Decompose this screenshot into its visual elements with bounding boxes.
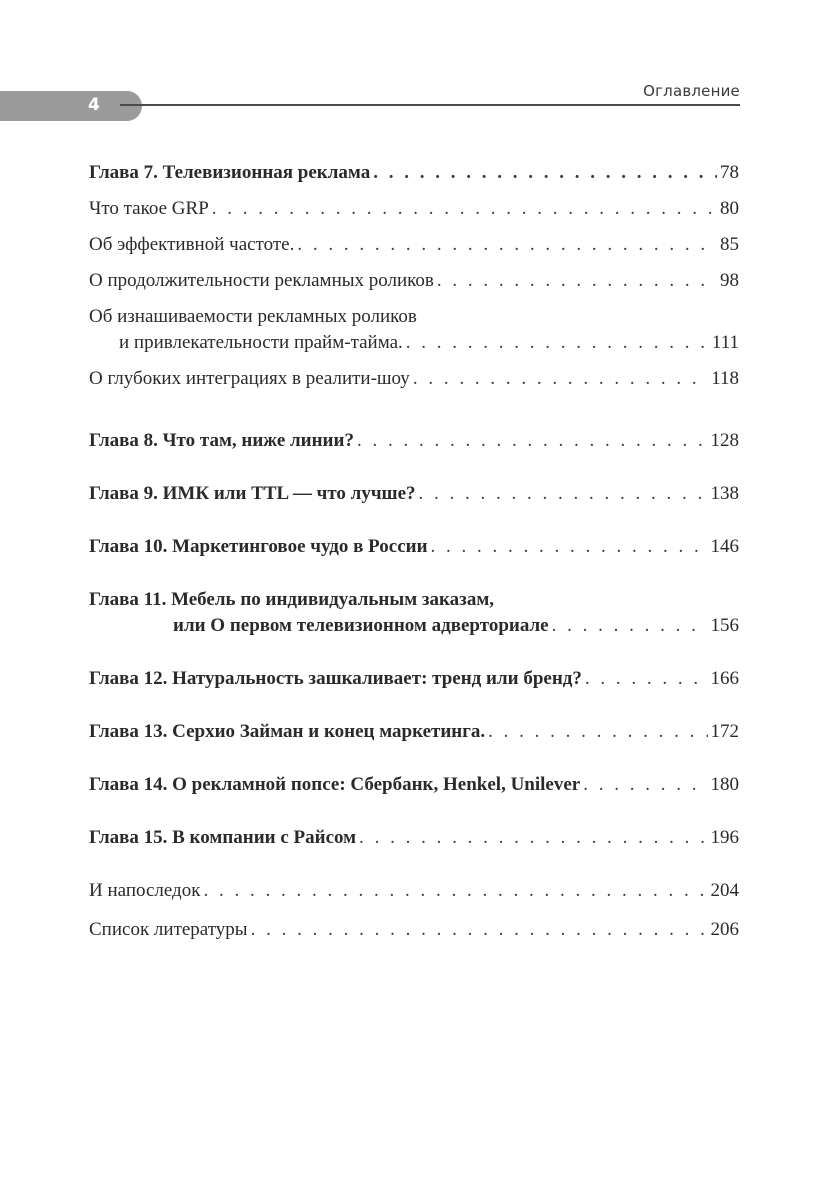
toc-section-grp[interactable]	[89, 196, 739, 222]
toc-entry-page: 78	[720, 162, 739, 183]
table-of-contents	[89, 160, 739, 943]
toc-entry-label: Глава 7. Телевизионная реклама	[89, 162, 371, 183]
toc-entry-page: 206	[710, 919, 739, 940]
dot-leader	[431, 534, 708, 560]
toc-entry-label-line2: или О первом телевизионном адверториале	[173, 615, 549, 636]
toc-entry-label: Глава 9. ИМК или TTL — что лучше?	[89, 483, 416, 504]
toc-entry-label: Глава 10. Маркетинговое чудо в России	[89, 536, 428, 557]
toc-entry-label: И напоследок	[89, 880, 201, 901]
toc-entry-page: 111	[711, 332, 739, 353]
toc-entry-label-line2: и привлекательности прайм-тайма.	[119, 332, 403, 353]
toc-entry-label-line1: Об изнашиваемости рекламных роликов	[89, 306, 417, 327]
dot-leader	[251, 917, 708, 943]
dot-leader	[583, 772, 707, 798]
dot-leader	[406, 330, 709, 356]
toc-chapter-13[interactable]	[89, 719, 739, 745]
dot-leader	[488, 719, 707, 745]
toc-chapter-14[interactable]	[89, 772, 739, 798]
page-number-tab	[0, 91, 142, 121]
dot-leader	[552, 613, 708, 639]
dot-leader	[373, 160, 717, 186]
toc-entry-label: Глава 14. О рекламной попсе: Сбербанк, Henkel, Unilever	[89, 774, 581, 795]
dot-leader	[359, 825, 707, 851]
toc-entry-page: 180	[710, 774, 739, 795]
toc-entry-page: 118	[711, 368, 739, 389]
dot-leader	[212, 196, 717, 222]
running-header-title: Оглавление	[643, 82, 740, 100]
toc-section-duration[interactable]	[89, 268, 739, 294]
toc-entry-page: 196	[710, 827, 739, 848]
toc-chapter-10[interactable]	[89, 534, 739, 560]
toc-entry-page: 85	[720, 234, 739, 255]
toc-section-wearout[interactable]	[89, 304, 739, 356]
header-rule	[120, 104, 740, 106]
toc-entry-page: 98	[720, 270, 739, 291]
dot-leader	[413, 366, 708, 392]
dot-leader	[297, 232, 717, 258]
toc-chapter-8[interactable]	[89, 428, 739, 454]
dot-leader	[419, 481, 708, 507]
toc-section-frequency[interactable]	[89, 232, 739, 258]
toc-chapter-9[interactable]	[89, 481, 739, 507]
toc-entry-label: О глубоких интеграциях в реалити-шоу	[89, 368, 410, 389]
toc-entry-label: Глава 8. Что там, ниже линии?	[89, 430, 354, 451]
toc-entry-label: Об эффективной частоте.	[89, 234, 295, 255]
toc-entry-page: 80	[720, 198, 739, 219]
dot-leader	[437, 268, 717, 294]
toc-section-reality[interactable]	[89, 366, 739, 392]
toc-chapter-7[interactable]	[89, 160, 739, 186]
dot-leader	[585, 666, 708, 692]
toc-entry-page: 172	[710, 721, 739, 742]
toc-entry-label: Глава 12. Натуральность зашкаливает: тренд или бренд?	[89, 668, 582, 689]
toc-chapter-15[interactable]	[89, 825, 739, 851]
toc-entry-label: О продолжительности рекламных роликов	[89, 270, 434, 291]
toc-entry-label: Глава 13. Серхио Займан и конец маркетинга.	[89, 721, 486, 742]
toc-chapter-12[interactable]	[89, 666, 739, 692]
toc-entry-page: 166	[710, 668, 739, 689]
dot-leader	[357, 428, 708, 454]
toc-entry-page: 128	[710, 430, 739, 451]
toc-entry-label-line1: Глава 11. Мебель по индивидуальным заказам,	[89, 589, 495, 610]
toc-chapter-11[interactable]	[89, 587, 739, 639]
toc-entry-label: Список литературы	[89, 919, 248, 940]
toc-entry-page: 204	[710, 880, 739, 901]
toc-entry-label: Глава 15. В компании с Райсом	[89, 827, 357, 848]
toc-afterword[interactable]	[89, 878, 739, 904]
toc-entry-page: 146	[710, 536, 739, 557]
toc-entry-label: Что такое GRP	[89, 198, 209, 219]
toc-entry-page: 138	[710, 483, 739, 504]
page-number: 4	[88, 95, 100, 115]
toc-bibliography[interactable]	[89, 917, 739, 943]
toc-entry-page: 156	[710, 615, 739, 636]
dot-leader	[203, 878, 707, 904]
